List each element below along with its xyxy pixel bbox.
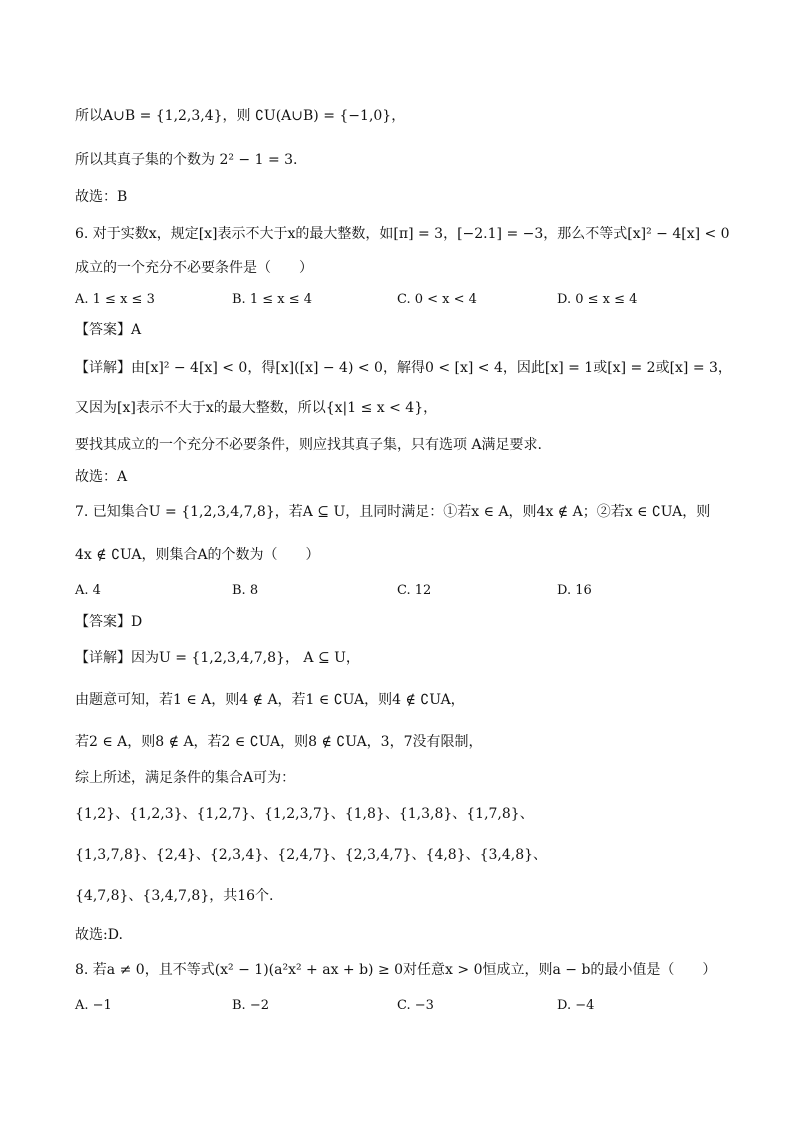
q8-stem: 8. 若a ≠ 0，且不等式(x² − 1)(a²x² + ax + b) ≥ 0对任意x > 0恒成立，则a − b的最小值是（ ） bbox=[75, 962, 717, 978]
q6-option-b: B. 1 ≤ x ≤ 4 bbox=[232, 292, 313, 307]
q7-option-a: A. 4 bbox=[75, 583, 101, 598]
q7-detail-line1: 【详解】因为U = {1,2,3,4,7,8}， A ⊆ U， bbox=[75, 650, 360, 666]
q6-option-c: C. 0 < x < 4 bbox=[397, 292, 477, 307]
q7-choice: 故选:D. bbox=[75, 927, 123, 943]
q8-option-a: A. −1 bbox=[75, 998, 112, 1013]
q6-answer: 【答案】A bbox=[75, 322, 142, 338]
q6-option-a: A. 1 ≤ x ≤ 3 bbox=[75, 292, 155, 307]
q6-detail-line1: 【详解】由[x]² − 4[x] < 0，得[x]([x] − 4) < 0，解得0 < [x] < 4，因此[x] = 1或[x] = 2或[x] = 3， bbox=[75, 360, 732, 376]
q7-option-b: B. 8 bbox=[232, 583, 259, 598]
q6-detail-line3: 要找其成立的一个充分不必要条件，则应找其真子集，只有选项 A满足要求. bbox=[75, 437, 543, 453]
q7-option-d: D. 16 bbox=[557, 583, 592, 598]
q5-subset-count-line: 所以其真子集的个数为 2² − 1 = 3. bbox=[75, 152, 298, 168]
q7-option-c: C. 12 bbox=[397, 583, 432, 598]
q5-choice: 故选：B bbox=[75, 189, 128, 205]
q5-union-line: 所以A∪B = {1,2,3,4}，则 ∁U(A∪B) = {−1,0}， bbox=[75, 108, 406, 124]
q7-detail-line2: 由题意可知，若1 ∈ A，则4 ∉ A，若1 ∈ ∁UA，则4 ∉ ∁UA， bbox=[75, 692, 465, 708]
q7-sets-line1: {1,2}、{1,2,3}、{1,2,7}、{1,2,3,7}、{1,8}、{1,3,8}、{1,7,8}、 bbox=[75, 806, 534, 822]
q6-stem-line1: 6. 对于实数x，规定[x]表示不大于x的最大整数，如[π] = 3，[−2.1] = −3，那么不等式[x]² − 4[x] < 0 bbox=[75, 226, 730, 242]
q8-option-c: C. −3 bbox=[397, 998, 434, 1013]
q7-stem-line1: 7. 已知集合U = {1,2,3,4,7,8}，若A ⊆ U，且同时满足：①若x ∈ A，则4x ∉ A；②若x ∈ ∁UA，则 bbox=[75, 504, 711, 520]
q6-stem-line2: 成立的一个充分不必要条件是（ ） bbox=[75, 260, 313, 276]
q7-sets-line3: {4,7,8}、{3,4,7,8}，共16个. bbox=[75, 888, 274, 904]
q6-option-d: D. 0 ≤ x ≤ 4 bbox=[557, 292, 638, 307]
q7-answer: 【答案】D bbox=[75, 614, 143, 630]
q7-stem-line2: 4x ∉ ∁UA，则集合A的个数为（ ） bbox=[75, 547, 320, 563]
q8-option-b: B. −2 bbox=[232, 998, 269, 1013]
q6-detail-line2: 又因为[x]表示不大于x的最大整数，所以{x|1 ≤ x < 4}， bbox=[75, 400, 438, 416]
q8-option-d: D. −4 bbox=[557, 998, 595, 1013]
q6-choice: 故选：A bbox=[75, 469, 128, 485]
q7-detail-line4: 综上所述，满足条件的集合A可为： bbox=[75, 770, 296, 786]
q7-detail-line3: 若2 ∈ A，则8 ∉ A，若2 ∈ ∁UA，则8 ∉ ∁UA，3，7没有限制， bbox=[75, 734, 483, 750]
q7-sets-line2: {1,3,7,8}、{2,4}、{2,3,4}、{2,4,7}、{2,3,4,7}、{4,8}、{3,4,8}、 bbox=[75, 847, 548, 863]
